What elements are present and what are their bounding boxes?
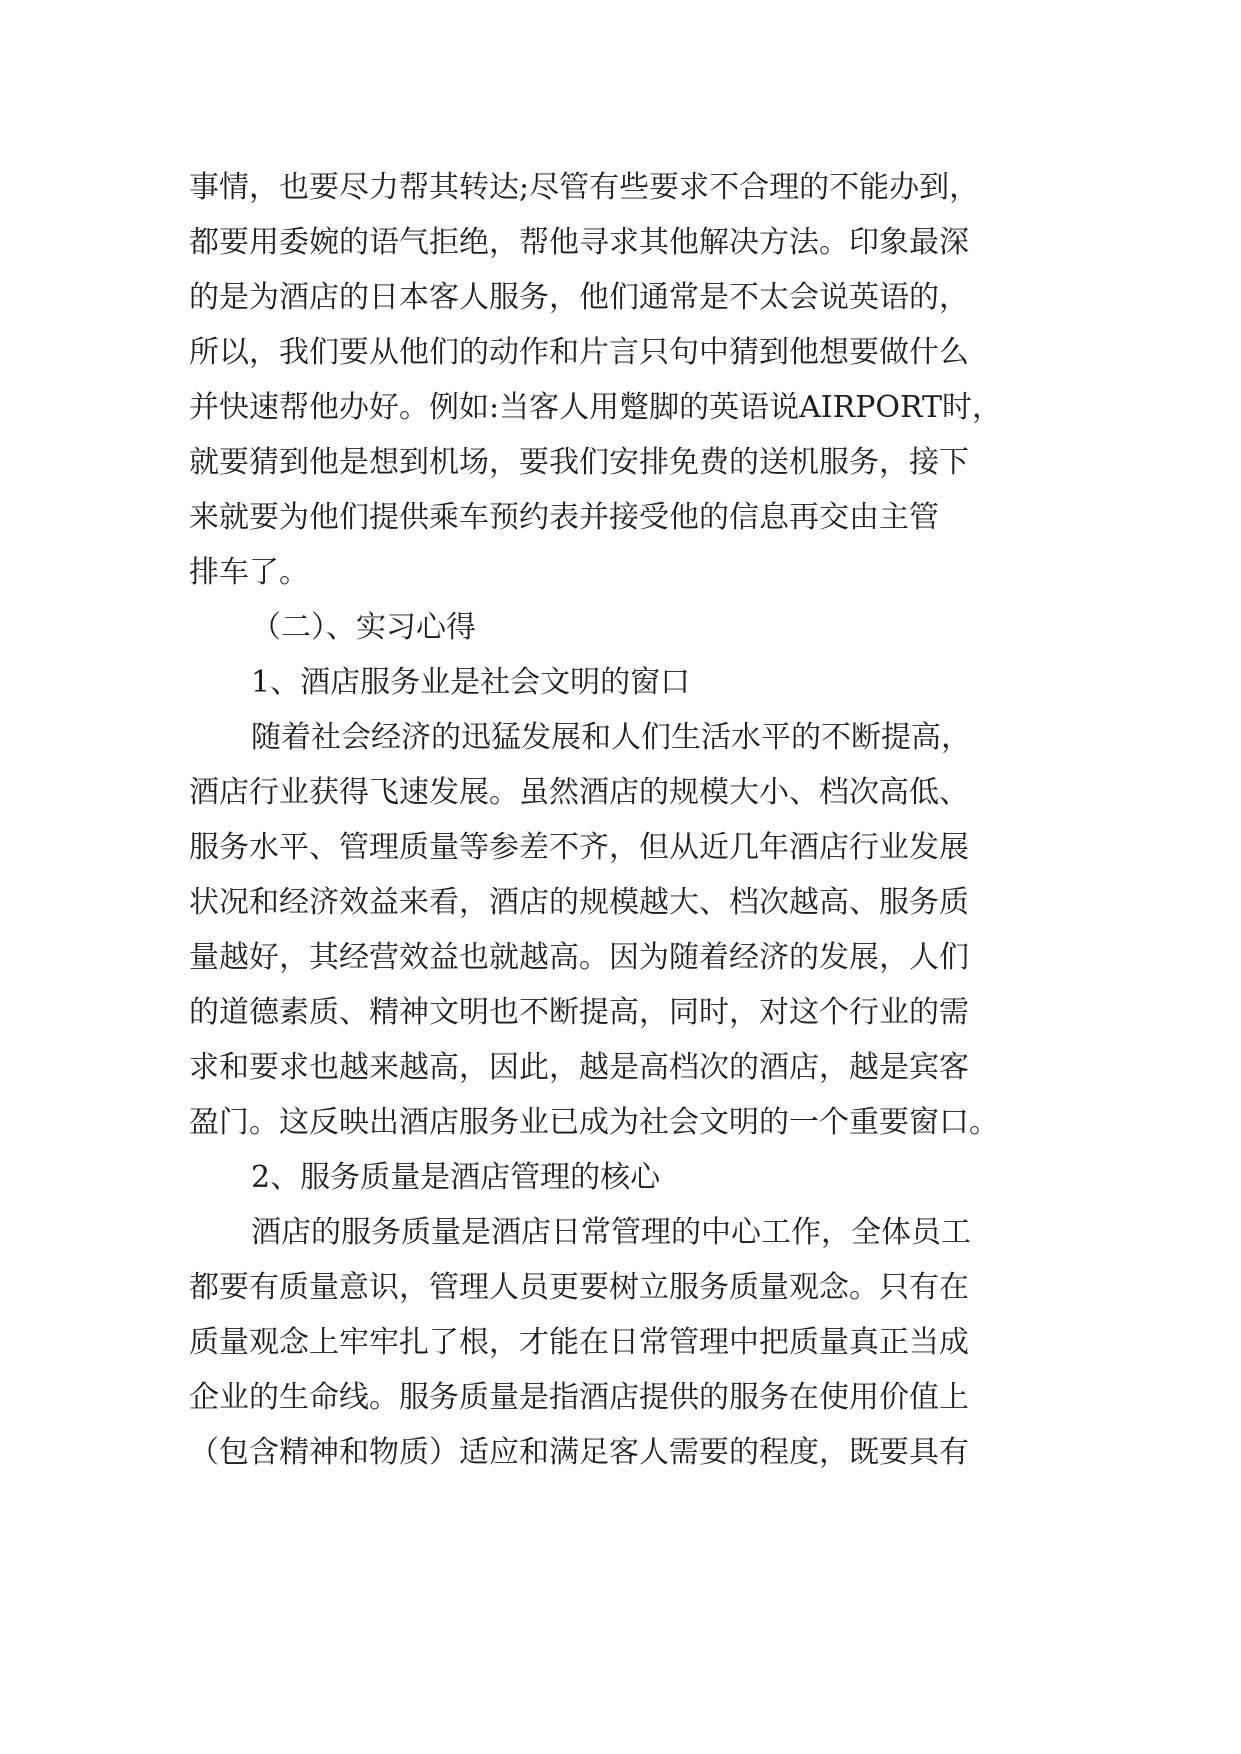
text-line: 并快速帮他办好。例如:当客人用蹩脚的英语说AIRPORT时， [189, 390, 1003, 425]
text-line: 状况和经济效益来看，酒店的规模越大、档次越高、服务质 [189, 885, 969, 920]
text-line: 服务水平、管理质量等参差不齐，但从近几年酒店行业发展 [189, 830, 969, 865]
text-line: 排车了。 [189, 555, 309, 590]
text-line: 盈门。这反映出酒店服务业已成为社会文明的一个重要窗口。 [189, 1105, 999, 1140]
text-line: 求和要求也越来越高，因此，越是高档次的酒店，越是宾客 [189, 1050, 969, 1085]
paragraph-start: 随着社会经济的迅猛发展和人们生活水平的不断提高， [251, 720, 971, 755]
text-line: 所以，我们要从他们的动作和片言只句中猜到他想要做什么 [189, 335, 969, 370]
text-line: 就要猜到他是想到机场，要我们安排免费的送机服务，接下 [189, 445, 969, 480]
text-line: 量越好，其经营效益也就越高。因为随着经济的发展，人们 [189, 940, 969, 975]
section-heading: （二）、实习心得 [251, 610, 476, 645]
text-line: 质量观念上牢牢扎了根，才能在日常管理中把质量真正当成 [189, 1325, 969, 1360]
text-line: 酒店行业获得飞速发展。虽然酒店的规模大小、档次高低、 [189, 775, 969, 810]
text-line: 事情，也要尽力帮其转达;尽管有些要求不合理的不能办到， [189, 170, 980, 205]
text-line: 企业的生命线。服务质量是指酒店提供的服务在使用价值上 [189, 1380, 969, 1415]
text-line: 的是为酒店的日本客人服务，他们通常是不太会说英语的， [189, 280, 969, 315]
paragraph-start: 酒店的服务质量是酒店日常管理的中心工作，全体员工 [251, 1215, 971, 1250]
subsection-heading: 1、酒店服务业是社会文明的窗口 [251, 665, 691, 700]
text-line: 来就要为他们提供乘车预约表并接受他的信息再交由主管 [189, 500, 939, 535]
text-line: 都要有质量意识，管理人员更要树立服务质量观念。只有在 [189, 1270, 969, 1305]
document-body [189, 160, 1069, 1480]
subsection-heading: 2、服务质量是酒店管理的核心 [251, 1160, 661, 1195]
text-line: （包含精神和物质）适应和满足客人需要的程度，既要具有 [189, 1435, 969, 1470]
text-line: 的道德素质、精神文明也不断提高，同时，对这个行业的需 [189, 995, 969, 1030]
text-line: 都要用委婉的语气拒绝，帮他寻求其他解决方法。印象最深 [189, 225, 969, 260]
